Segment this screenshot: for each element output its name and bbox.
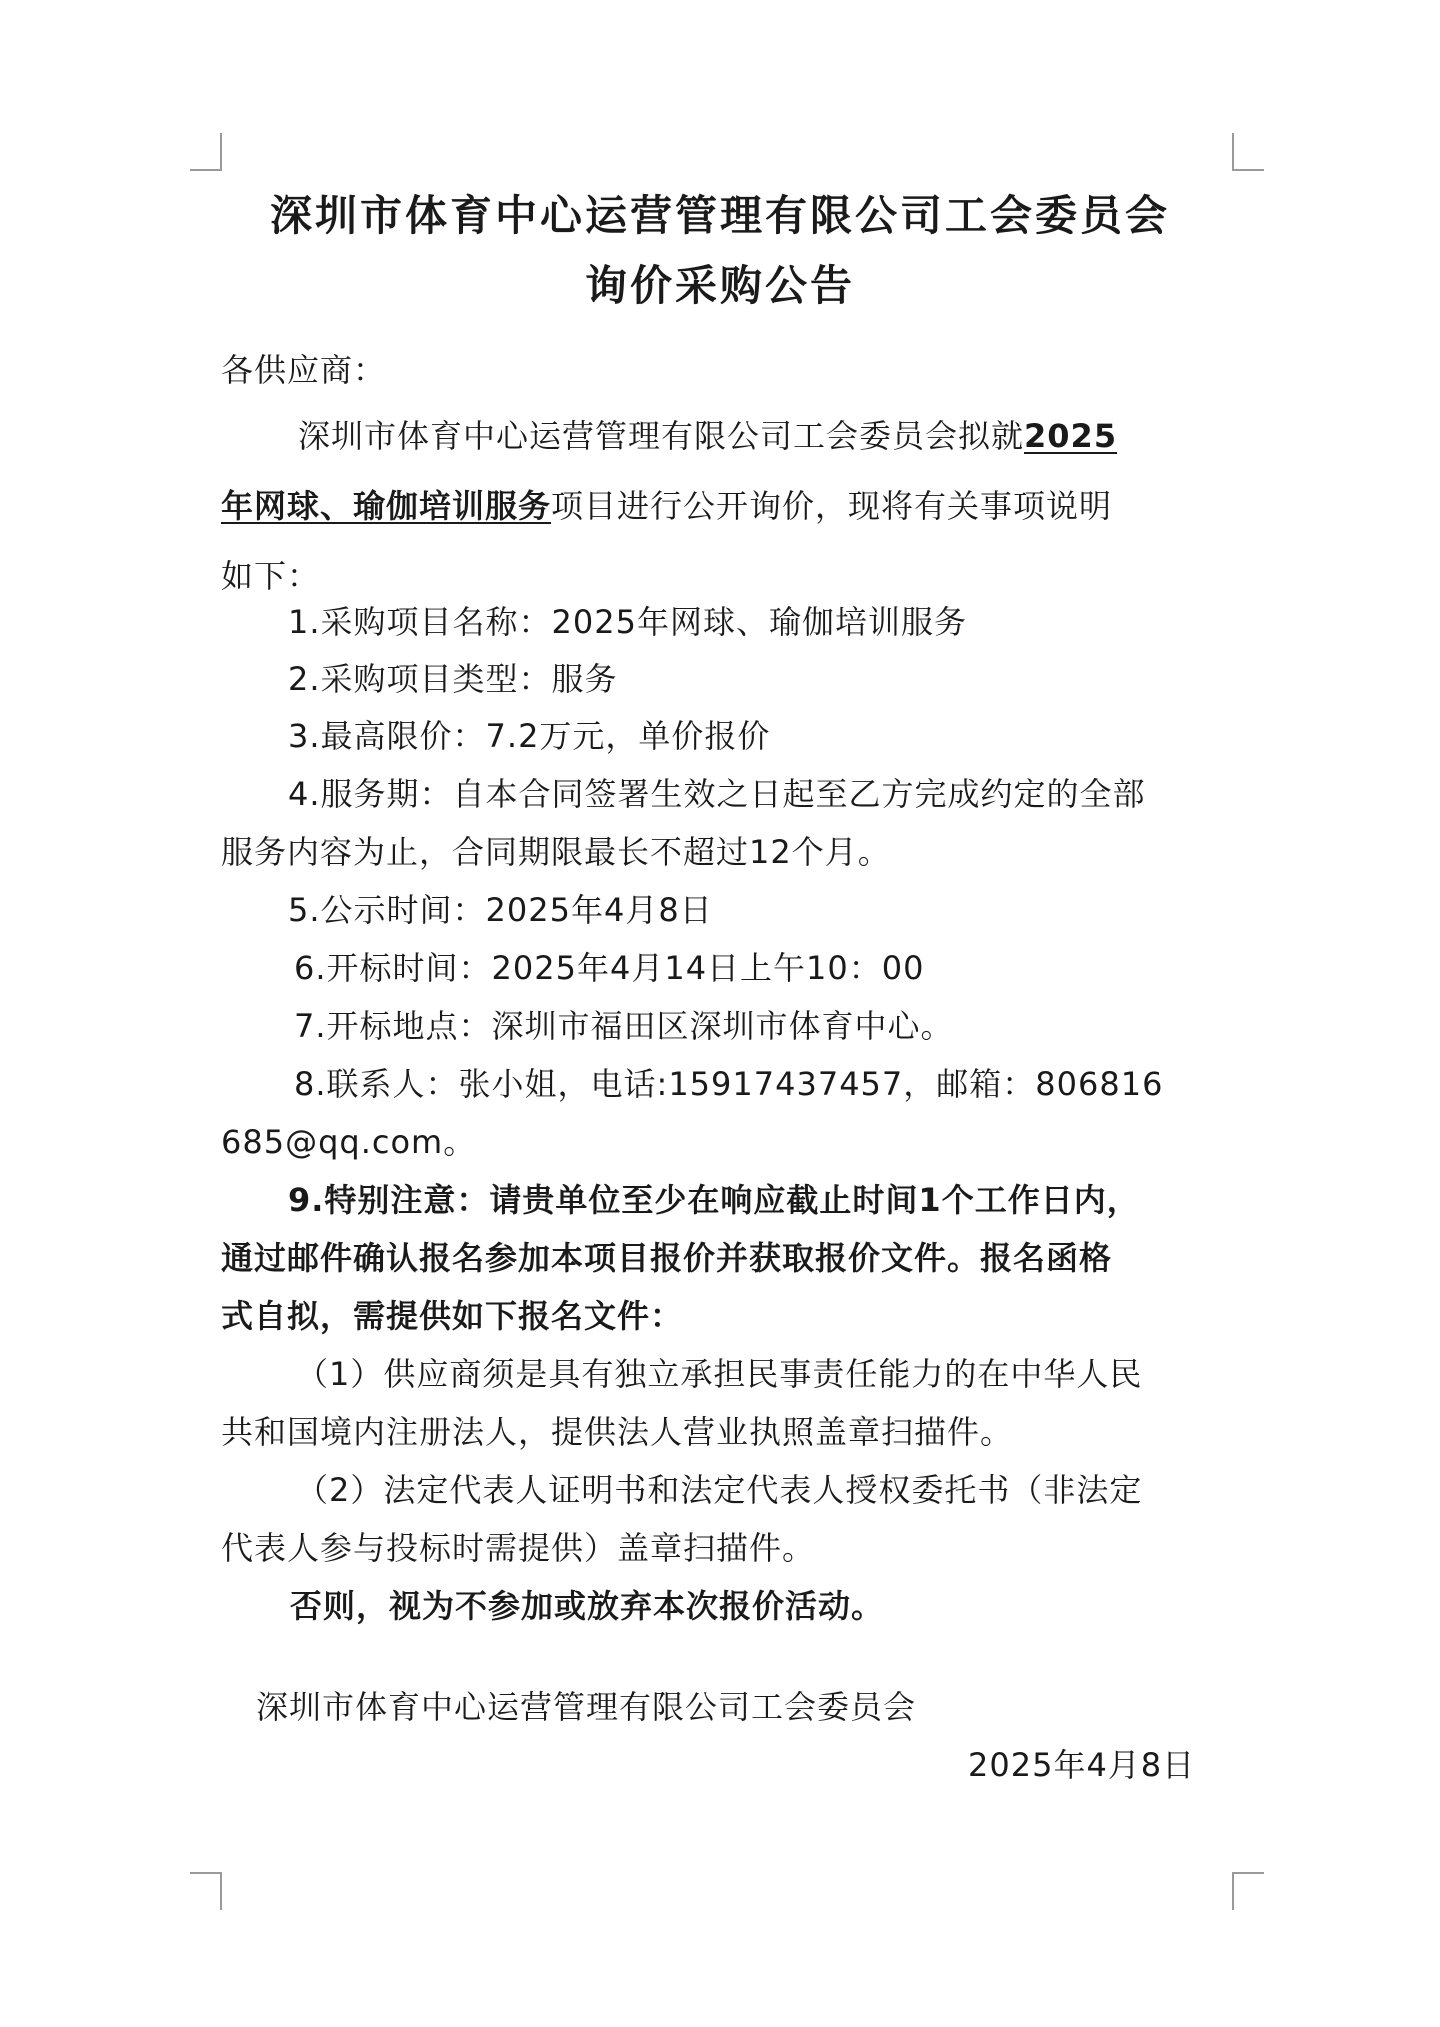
- item-2-project-type: 2.采购项目类型：服务: [288, 660, 618, 698]
- item-6-opening-time: 6.开标时间：2025年4月14日上午10：00: [294, 949, 925, 987]
- item-4-service-period-line-1: 4.服务期：自本合同签署生效之日起至乙方完成约定的全部: [288, 775, 1146, 813]
- item-7-opening-place: 7.开标地点：深圳市福田区深圳市体育中心。: [294, 1007, 954, 1045]
- intro-highlight-year: 2025: [1024, 417, 1118, 455]
- intro-text-continued: 项目进行公开询价，现将有关事项说明: [551, 487, 1113, 525]
- document-title-line-1: 深圳市体育中心运营管理有限公司工会委员会: [269, 191, 1170, 240]
- crop-mark-bottom-right: [1232, 1872, 1264, 1910]
- item-9-notice-line-3: 式自拟，需提供如下报名文件：: [221, 1297, 684, 1335]
- intro-text: 深圳市体育中心运营管理有限公司工会委员会拟就: [298, 417, 1025, 455]
- intro-line-1: [298, 416, 1117, 456]
- document-title-line-2: 询价采购公告: [584, 261, 855, 310]
- item-1-project-name: 1.采购项目名称：2025年网球、瑜伽培训服务: [288, 603, 967, 641]
- intro-highlight-project: 年网球、瑜伽培训服务: [221, 487, 552, 525]
- warning-text: 否则，视为不参加或放弃本次报价活动。: [290, 1587, 885, 1625]
- sub-item-1-line-2: 共和国境内注册法人，提供法人营业执照盖章扫描件。: [221, 1413, 1014, 1451]
- crop-mark-top-left: [190, 133, 222, 171]
- salutation: 各供应商：: [221, 351, 387, 389]
- item-5-notice-time: 5.公示时间：2025年4月8日: [288, 891, 713, 929]
- intro-line-2: [221, 486, 1112, 526]
- sub-item-1-line-1: （1）供应商须是具有独立承担民事责任能力的在中华人民: [296, 1355, 1143, 1393]
- sub-item-2-line-2: 代表人参与投标时需提供）盖章扫描件。: [221, 1529, 816, 1567]
- item-9-notice-line-2: 通过邮件确认报名参加本项目报价并获取报价文件。报名函格: [221, 1239, 1113, 1277]
- signature-organization: 深圳市体育中心运营管理有限公司工会委员会: [256, 1688, 917, 1726]
- crop-mark-top-right: [1232, 133, 1264, 171]
- intro-line-3: 如下：: [221, 557, 321, 595]
- signature-date: 2025年4月8日: [968, 1746, 1196, 1784]
- item-8-contact-line-1: 8.联系人：张小姐，电话:15917437457，邮箱：806816: [294, 1065, 1164, 1103]
- item-9-notice-line-1: 9.特别注意：请贵单位至少在响应截止时间1个工作日内，: [288, 1181, 1140, 1219]
- item-8-contact-line-2: 685@qq.com。: [221, 1123, 477, 1161]
- item-3-max-price: 3.最高限价：7.2万元，单价报价: [288, 717, 771, 755]
- sub-item-2-line-1: （2）法定代表人证明书和法定代表人授权委托书（非法定: [296, 1471, 1143, 1509]
- item-4-service-period-line-2: 服务内容为止，合同期限最长不超过12个月。: [221, 833, 891, 871]
- crop-mark-bottom-left: [190, 1872, 222, 1910]
